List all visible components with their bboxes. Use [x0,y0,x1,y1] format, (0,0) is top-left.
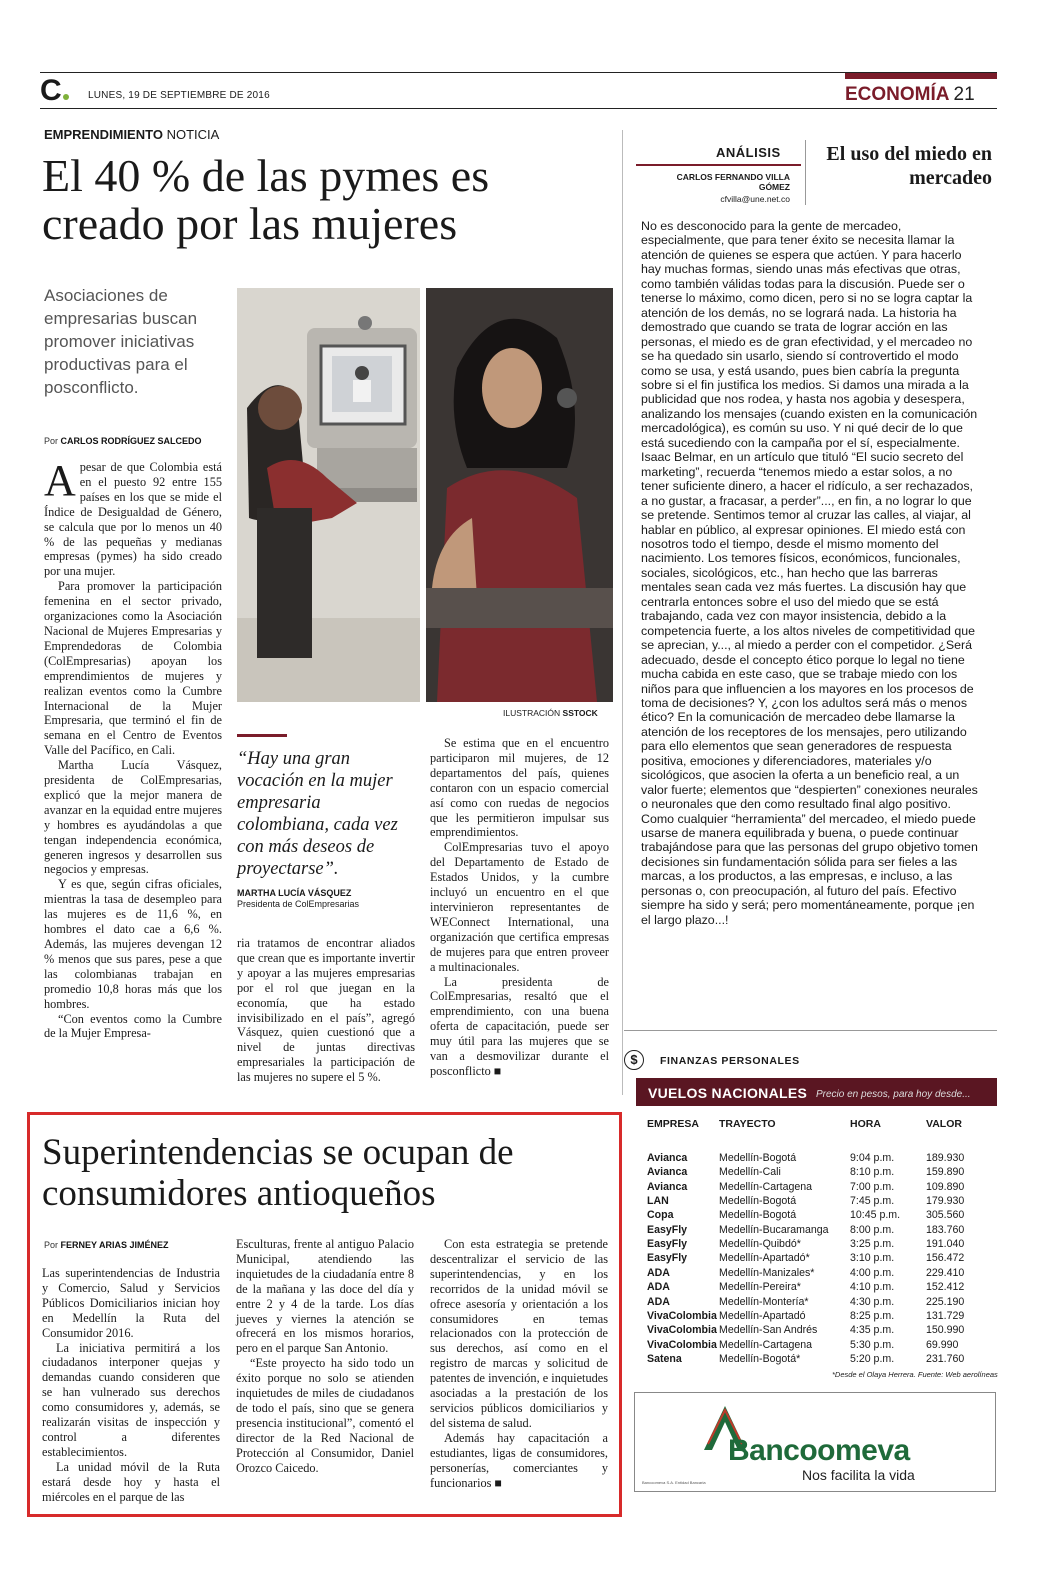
flight-price: 150.990 [926,1324,965,1337]
flight-airline: EasyFly [647,1238,688,1251]
flight-price: 231.760 [926,1352,965,1365]
flight-time: 8:10 p.m. [850,1166,895,1179]
flight-time: 10:45 p.m. [850,1209,901,1222]
illustration-credit: ILUSTRACIÓN SSTOCK [503,708,598,718]
flight-route: Medellín-Pereira* [719,1281,801,1294]
quote-rule [237,734,287,737]
flights-title: VUELOS NACIONALES [648,1085,808,1101]
flight-route: Medellín-Bucaramanga [719,1223,829,1236]
bank-slogan: Nos facilita la vida [802,1467,915,1483]
flight-airline: VivaColombia [647,1338,717,1351]
illustration-women-at-computers [237,288,613,702]
flights-subtitle: Precio en pesos, para hoy desde... [816,1089,971,1100]
flight-airline: Avianca [647,1152,688,1164]
main-column-3: Se estima que en el encuentro participaron mil mujeres, de 12 departamentos del país, quienes contaron con un espacio comercial así como con ruedas de negocios que les permitieron impulsar sus emprendimientos. ColEmpresarias tuvo el apoyo del Departamento de Estado de Estados Unidos, y la cumbre incluyó un encuentro en el que intervinieron representantes de WEConnect International, una organización que certifica empresas de mujeres para que entren proveer a multinacionales. La presidenta de ColEmpresarias, resaltó que el emprendimiento, con una buena oferta de capacitación, puede ser muy útil para las mujeres que se van a desmovilizar durante el posconflicto ■ [430,736,609,1078]
analysis-body: No es desconocido para la gente de mercadeo, especialmente, que para tener éxito se necesita llamar la atención de quienes se espera que actúen. Y para hacerlo hay muchas formas, siendo unas más efectivas que otras, como también válidas todas para la discusión. Puede ser o tenerse lo máximo, como dicen, pero si no se logra captar la atención de los demás, no se logrará nada. La historia ha demostrado que cuando se trata de lograr acción en las personas, el miedo es de gran efectividad, y el mercadeo no se ha quedado sin usarlo, siendo sí controvertido el modo como se usa, y está usando, pues bien cabría la pregunta sobre si el fin justifica los medios. Si damos una mirada a la publicidad que nos rodea, y hasta nos agobia y desespera, analizando los mensajes (cuando existen en la comunicación mercadológica), es común su uso. Y ni qué decir de lo que está sucediendo con la campaña por el sí, especialmente. Isaac Belmar, en un artículo que tituló “El sucio secreto del marketing”, recuerda “tenemos miedo a estar solos, a no tener suficiente dinero, a hacer el ridículo, a ser rechazados, a no gustar, a fracasar, a perder”..., en fin, a no lograr lo que se pretende. Sentimos temor al cruzar las calles, al viajar, al hablar en público, al expresar opiniones. El miedo está con nosotros todo el tiempo, desde el mismo momento del nacimiento. Los temores físicos, económicos, funcionales, sociales, sicológicos, etc., han hecho que las barreras mentales sean cada vez más fuertes. La discusión hay que centrarla entonces sobre el uso del miedo que se está trabajando, cada vez con mayor insistencia, debido a la competencia fuerte, a los altos niveles de competitividad que se aprecian, y..., al miedo a perder con el competidor. ¿Será adecuado, desde el concepto ético porque lo legal no tiene mucha cabida en este caso, que se trabaje miedo con los niños para que influencien a los mayores en los procesos de toma de decisiones? Y, ¿con los adultos será más o menos ético? En la comunicación de mercadeo debe llamarse la atención de los receptores de los mensajes, pero utilizando para ello elementos que sean generadores de respuesta positiva, emociones y diferenciadores, materiales y/o sicológicos, que asocien la oferta a un beneficio real, a un valor fuerte; elementos que “despierten” conexiones neurales o neuronales que den como resultado final algo positivo. Como cualquier “herramienta” del mercadeo, el miedo puede usarse de manera equilibrada y buena, o puede continuar trabajándose para que las personas del grupo objetivo tomen decisiones sin fundamentación sólida para ser fieles a las marcas, a los productos, a las empresas, e incluso, a las personas o, con preocupación, al futuro del país. Efectivo siempre ha sido y será; pero momentáneamente, porque ¡en el largo plazo...! [641,219,978,927]
flight-time: 4:30 p.m. [850,1295,895,1308]
section-bar [845,73,997,79]
flight-price: 152.412 [926,1281,965,1294]
flight-airline: ADA [647,1266,670,1279]
flight-time: 4:35 p.m. [850,1324,895,1337]
flight-route: Medellín-Manizales* [719,1266,815,1279]
flight-route: Medellín-Apartadó* [719,1252,810,1265]
header-rule [40,108,997,109]
flight-price: 183.760 [926,1223,965,1236]
flight-route: Medellín-Montería* [719,1295,809,1308]
second-column-2: Esculturas, frente al antiguo Palacio Municipal, atendiendo las inquietudes de la ciudadanía entre 8 de la mañana y las doce del día y entre 2 y 4 de la tarde. Los días jueves y viernes la atención se ofrecerá en los mismos horarios, pero en el parque San Antonio. “Este proyecto ha sido todo un éxito porque no solo se atienden inquietudes de miles de ciudadanos de todo el país, sino que se genera presencia institucional”, comentó el director de la Red Nacional de Protección al Consumidor, Daniel Orozco Caicedo. [236,1237,414,1475]
quote-author-role: Presidenta de ColEmpresarias [237,899,360,909]
bank-brand: Bancoomeva [728,1434,910,1467]
finance-label: FINANZAS PERSONALES [660,1055,800,1067]
analysis-author: CARLOS FERNANDO VILLA GÓMEZ [676,172,790,192]
flight-time: 8:00 p.m. [850,1223,895,1236]
dollar-icon: $ [624,1050,644,1070]
main-column-2: ria tratamos de encontrar aliados que crean que es importante invertir y apoyar a las mujeres empresarias por el rol que juegan en la economía, que ha estado invisibilizado en el país”, agregó Vásquez, quien cuestionó que a nivel de juntas directivas empresariales la participación de las mujeres no supere el 5 %. [237,936,415,1085]
analysis-divider [805,140,806,205]
flight-airline: Avianca [647,1166,688,1179]
col-header-valor: VALOR [926,1118,962,1130]
main-column-1: Apesar de que Colombia está en el puesto 92 entre 155 países en los que se mide el Índice de Desigualdad de Género, se calcula que por lo menos un 40 % de las pequeñas y medianas empresas (pymes) ha sido creado por una mujer. Para promover la participación femenina en el sector privado, organizaciones como la Asociación Nacional de Mujeres Empresarias y Emprendedoras de Colombia (ColEmpresarias) apoyan los emprendimientos de mujeres y realizan eventos como la Cumbre Internacional de la Mujer Empresaria, que terminó el fin de semana en el Centro de Eventos Valle del Pacífico, en Cali. Martha Lucía Vásquez, presidenta de ColEmpresarias, explicó que la mejor manera de avanzar en la equidad entre mujeres y hombres es ayudándolas a que tengan independencia económica, generen ingresos y desarrollen sus negocios y empresas. Y es que, según cifras oficiales, mientras la tasa de desempleo para las mujeres es de 11,6 %, en hombres el dato cae a 6,6 %. Además, las mujeres devengan 12 % menos que sus pares, pese a que las colombianas trabajan en promedio 10,8 horas más que los hombres. “Con eventos como la Cumbre de la Mujer Empresa- [44,456,222,1041]
pull-quote: “Hay una gran vocación en la mujer empresaria colombiana, cada vez con más deseos de proyectarse”. [237,749,398,879]
col-header-hora: HORA [850,1118,881,1130]
flight-price: 191.040 [926,1238,965,1251]
flight-time: 4:10 p.m. [850,1281,895,1294]
flight-time: 7:00 p.m. [850,1180,895,1193]
flight-airline: VivaColombia [647,1309,717,1322]
flight-airline: ADA [647,1281,670,1294]
analysis-email: cfvilla@une.net.co [720,194,790,204]
quote-author: MARTHA LUCÍA VÁSQUEZ [237,888,352,898]
flight-route: Medellín-Bogotá [719,1195,797,1208]
bank-legal: Bancoomeva S.A. Entidad Bancaria [642,1480,706,1485]
dropcap: A [44,456,76,505]
flight-time: 5:20 p.m. [850,1352,895,1365]
flight-price: 131.729 [926,1309,965,1322]
column-divider [622,130,623,1095]
analysis-rule [636,164,801,166]
flight-route: Medellín-Cartagena [719,1338,813,1351]
second-byline: Por FERNEY ARIAS JIMÉNEZ [44,1240,169,1250]
flight-route: Medellín-Apartadó [719,1309,806,1322]
flight-time: 3:10 p.m. [850,1252,895,1265]
main-byline: Por CARLOS RODRÍGUEZ SALCEDO [44,436,202,446]
flight-time: 9:04 p.m. [850,1152,895,1164]
flight-price: 225.190 [926,1295,965,1308]
flight-airline: EasyFly [647,1223,688,1236]
analysis-label: ANÁLISIS [716,145,781,160]
flight-price: 305.560 [926,1209,965,1222]
flight-time: 4:00 p.m. [850,1266,895,1279]
flight-route: Medellín-Bogotá [719,1152,797,1164]
section-title: ECONOMÍA 21 [845,84,975,105]
flight-route: Medellín-Bogotá* [719,1352,801,1365]
col-header-empresa: EMPRESA [647,1118,699,1130]
flight-price: 69.990 [926,1338,959,1351]
finance-top-rule [624,1030,997,1031]
newspaper-logo: C [40,76,69,106]
flight-price: 159.890 [926,1166,965,1179]
flight-route: Medellín-Cartagena [719,1180,813,1193]
flights-footnote: *Desde el Olaya Herrera. Fuente: Web aerolíneas [832,1370,998,1379]
second-column-3: Con esta estrategia se pretende descentralizar el servicio de las superintendencias, y en los recorridos de la unidad móvil se ofrece asesoría y orientación a los consumidores en temas relacionados con la protección de sus derechos, así como en el registro de marcas y solicitud de patentes de invención, e inquietudes asociadas a la prestación de los servicios públicos domiciliarios y del sistema de salud. Además hay capacitación a estudiantes, ligas de consumidores, personerías, comerciantes y funcionarios ■ [430,1237,608,1490]
flight-airline: LAN [647,1195,669,1208]
flight-airline: EasyFly [647,1252,688,1265]
flight-airline: ADA [647,1295,670,1308]
flight-airline: Satena [647,1352,682,1365]
flight-time: 7:45 p.m. [850,1195,895,1208]
col-header-trayecto: TRAYECTO [719,1118,776,1130]
analysis-title: El uso del miedo en mercadeo [826,143,992,189]
deck: Asociaciones de empresarias buscan promover iniciativas productivas para el posconflicto. [44,286,198,397]
page-number: 21 [953,84,975,105]
second-headline: Superintendencias se ocupan de consumidores antioqueños [42,1132,514,1214]
flight-price: 156.472 [926,1252,965,1265]
kicker: EMPRENDIMIENTO NOTICIA [44,127,220,142]
second-column-1: Las superintendencias de Industria y Comercio, Salud y Servicios Públicos Domiciliarios inician hoy en Medellín la Ruta del Consumidor 2016. La iniciativa permitirá a los ciudadanos interponer quejas y demandas cuando consideren que se han vulnerado sus derechos como consumidores y, además, se realizarán visitas de inspección y control a diferentes establecimientos. La unidad móvil de la Ruta estará desde hoy y hasta el miércoles en el parque de las [42,1266,220,1504]
flight-price: 229.410 [926,1266,965,1279]
flight-airline: Avianca [647,1180,688,1193]
flight-route: Medellín-Bogotá [719,1209,797,1222]
flight-price: 189.930 [926,1152,965,1164]
logo-dot-icon [63,94,69,100]
flight-price: 179.930 [926,1195,965,1208]
main-headline: El 40 % de las pymes es creado por las mujeres [42,150,490,249]
flight-time: 8:25 p.m. [850,1309,895,1322]
flight-time: 3:25 p.m. [850,1238,895,1251]
flight-time: 5:30 p.m. [850,1338,895,1351]
flight-route: Medellín-Cali [719,1166,781,1179]
flight-route: Medellín-San Andrés [719,1324,818,1337]
flight-route: Medellín-Quibdó* [719,1238,801,1251]
flight-price: 109.890 [926,1180,965,1193]
issue-date: LUNES, 19 DE SEPTIEMBRE DE 2016 [88,90,270,101]
flight-airline: Copa [647,1209,674,1222]
flight-airline: VivaColombia [647,1324,717,1337]
